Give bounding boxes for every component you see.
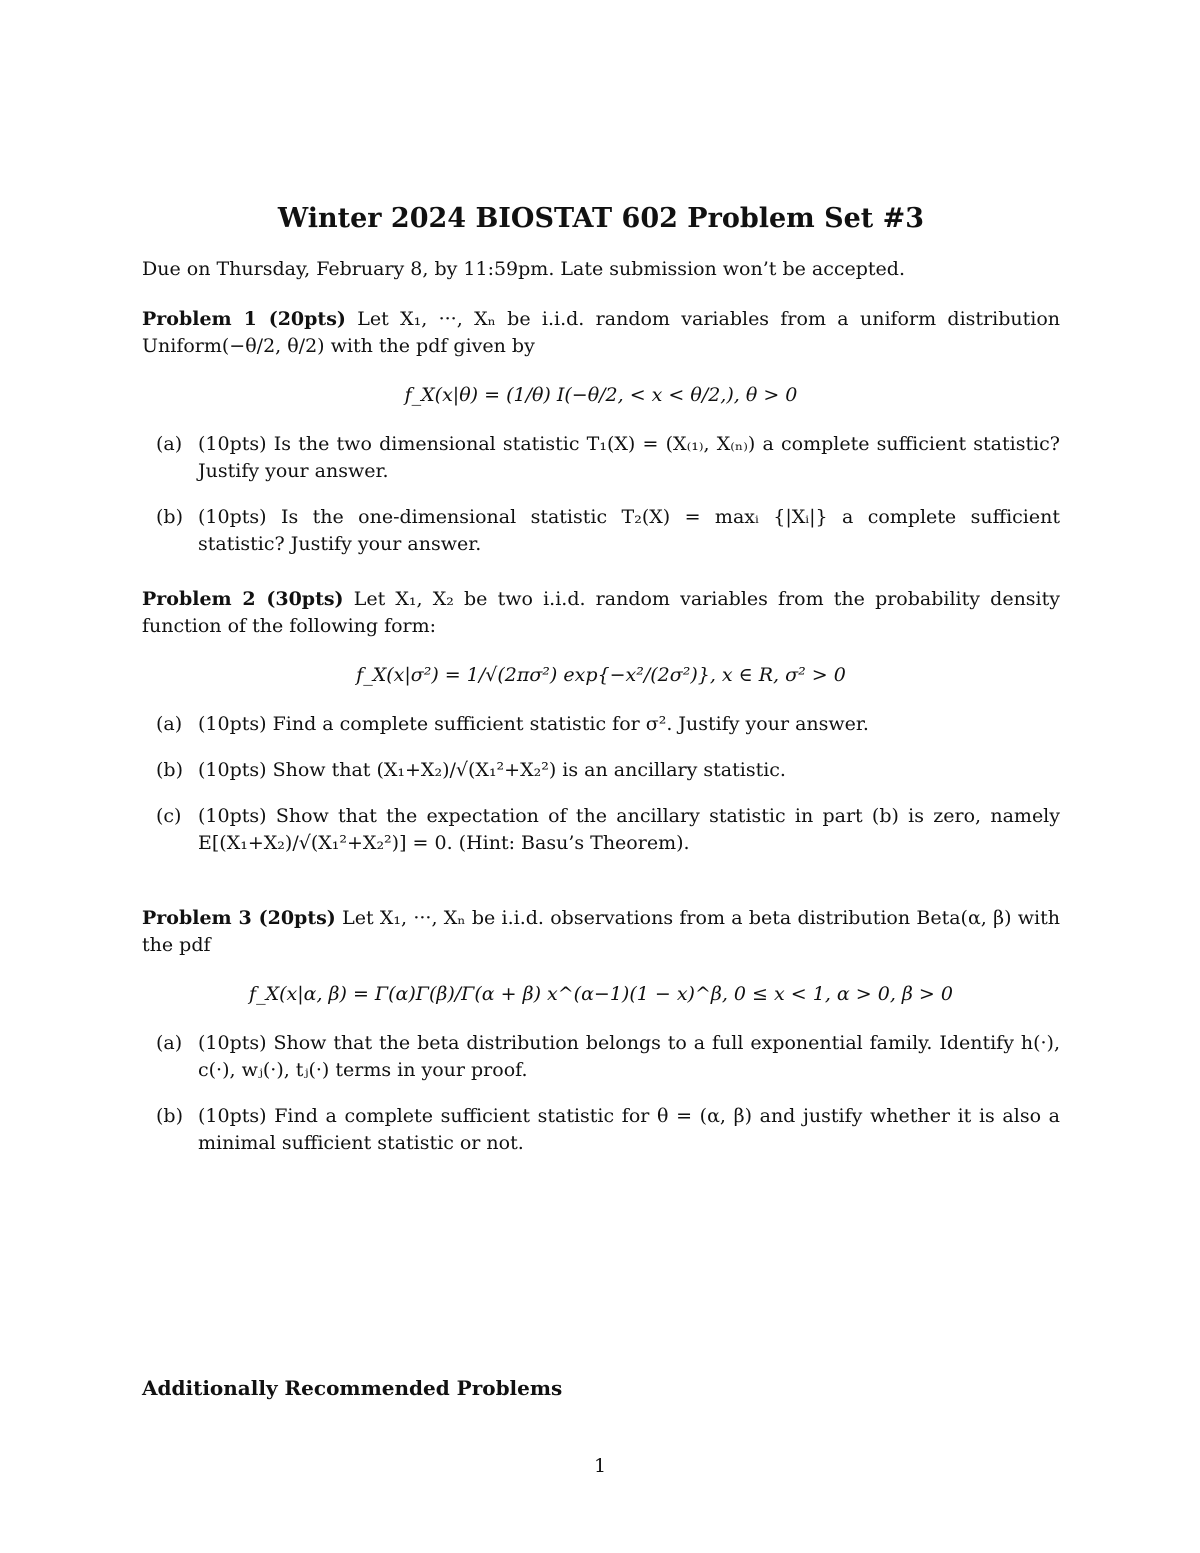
problem-2-part-c — [142, 803, 1060, 857]
problem-2-intro: Let X₁, X₂ be two i.i.d. random variables from the probability density function of the following form: — [142, 588, 1061, 637]
problem-1-part-b — [142, 504, 1060, 558]
part-label: (a) — [156, 433, 183, 455]
problem-2-equation: f_X(x|σ²) = 1/√(2πσ²) exp{−x²/(2σ²)}, x ∈ R, σ² > 0 — [356, 664, 846, 686]
part-label: (b) — [156, 759, 183, 781]
part-text: (10pts) Show that the expectation of the ancillary statistic in part (b) is zero, namely E[(X₁+X₂)/√(X₁²+X₂²)] = 0. (Hint: Basu’s Theorem). — [198, 805, 1060, 854]
part-text: (10pts) Is the two dimensional statistic T₁(X) = (X₍₁₎, X₍ₙ₎) a complete sufficient statistic? Justify your answer. — [198, 433, 1060, 482]
problem-3-equation: f_X(x|α, β) = Γ(α)Γ(β)/Γ(α + β) x^(α−1)(1 − x)^β, 0 ≤ x < 1, α > 0, β > 0 — [249, 983, 953, 1005]
additional-problems-heading: Additionally Recommended Problems — [142, 1376, 563, 1400]
problem-2-part-a — [142, 711, 1060, 738]
document-title: Winter 2024 BIOSTAT 602 Problem Set #3 — [277, 203, 925, 234]
part-label: (b) — [156, 1105, 183, 1127]
page-number: 1 — [593, 1455, 607, 1477]
part-text: (10pts) Find a complete sufficient statistic for σ². Justify your answer. — [198, 713, 869, 735]
part-label: (a) — [156, 713, 183, 735]
problem-3 — [142, 905, 1060, 1157]
part-text: (10pts) Show that (X₁+X₂)/√(X₁²+X₂²) is an ancillary statistic. — [198, 759, 786, 781]
problem-3-part-b — [142, 1103, 1060, 1157]
part-label: (a) — [156, 1032, 183, 1054]
problem-2-statement — [142, 586, 1060, 640]
part-label: (c) — [156, 805, 182, 827]
part-text: (10pts) Is the one-dimensional statistic T₂(X) = maxᵢ {|Xᵢ|} a complete sufficient statistic? Justify your answer. — [198, 506, 1060, 555]
problem-1-equation: f_X(x|θ) = (1/θ) I(−θ/2, < x < θ/2,), θ > 0 — [404, 384, 798, 406]
problem-1-intro: Let X₁, ···, Xₙ be i.i.d. random variables from a uniform distribution Uniform(−θ/2, θ/2) with the pdf given by — [142, 308, 1060, 357]
part-text: (10pts) Find a complete sufficient statistic for θ = (α, β) and justify whether it is also a minimal sufficient statistic or not. — [198, 1105, 1060, 1154]
problem-1-heading: Problem 1 (20pts) — [142, 308, 346, 330]
problem-2-parts — [142, 711, 1060, 857]
problem-3-statement — [142, 905, 1060, 959]
part-text: (10pts) Show that the beta distribution belongs to a full exponential family. Identify h(·), c(·), wⱼ(·), tⱼ(·) terms in your proof. — [198, 1032, 1060, 1081]
problem-2-heading: Problem 2 (30pts) — [142, 588, 344, 610]
problem-3-parts — [142, 1030, 1060, 1157]
problem-3-intro: Let X₁, ···, Xₙ be i.i.d. observations from a beta distribution Beta(α, β) with the pdf — [142, 907, 1061, 956]
problem-2-part-b — [142, 757, 1060, 784]
due-date-note: Due on Thursday, February 8, by 11:59pm. Late submission won’t be accepted. — [142, 258, 905, 280]
problem-3-part-a — [142, 1030, 1060, 1084]
problem-3-heading: Problem 3 (20pts) — [142, 907, 336, 929]
problem-2 — [142, 586, 1060, 857]
problem-1 — [142, 306, 1060, 558]
problem-1-part-a — [142, 431, 1060, 485]
problem-1-parts — [142, 431, 1060, 558]
problem-set-page — [142, 205, 1060, 1176]
problem-1-statement — [142, 306, 1060, 360]
part-label: (b) — [156, 506, 183, 528]
